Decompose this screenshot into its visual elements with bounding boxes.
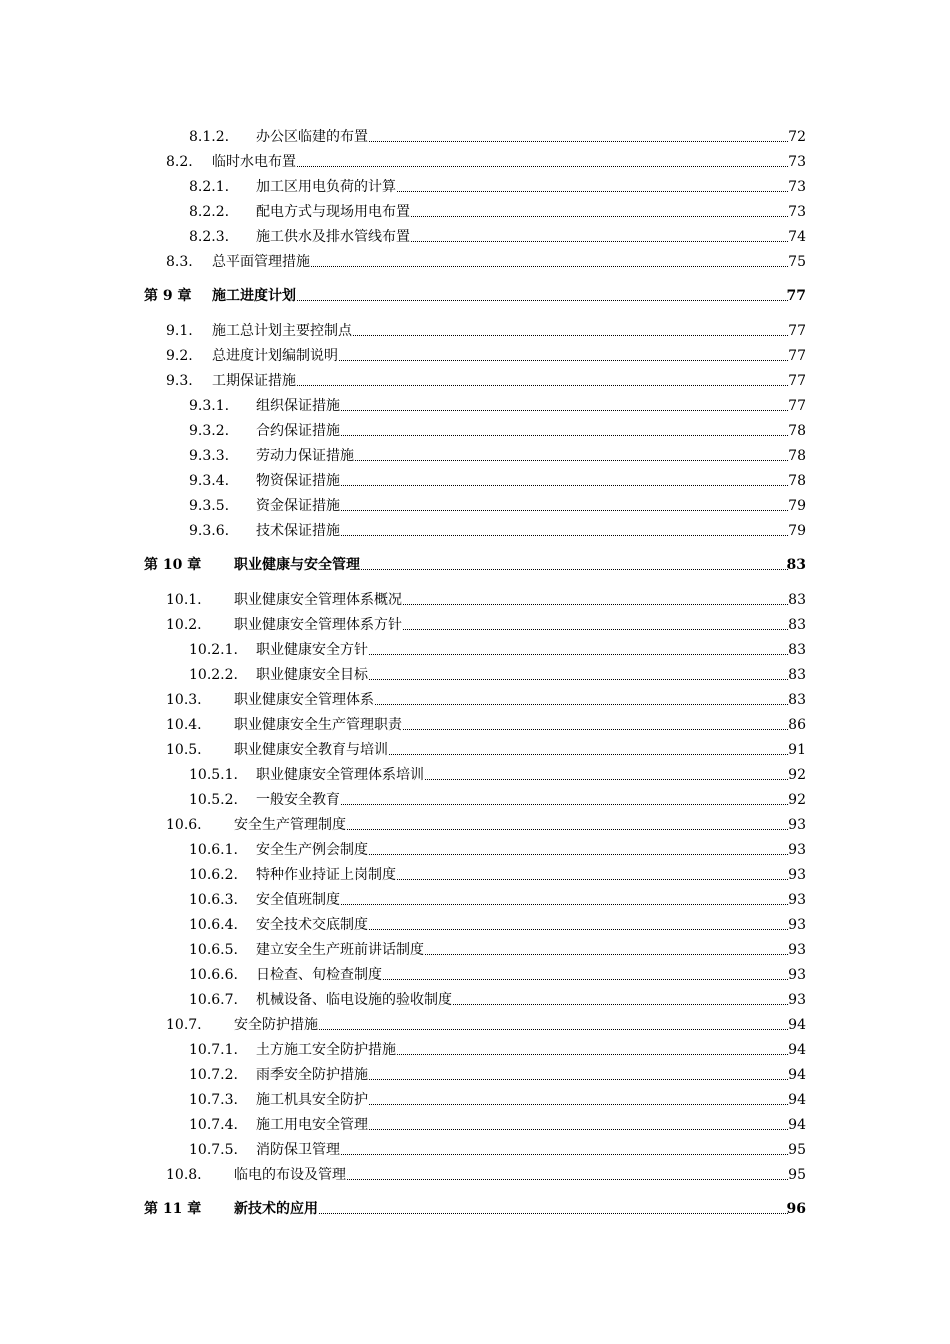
toc-entry-page: 78	[788, 473, 806, 489]
toc-entry[interactable]	[0, 394, 950, 418]
toc-entry-page: 83	[786, 557, 806, 573]
toc-dot-leader	[311, 266, 788, 267]
toc-entry-title: 新技术的应用	[234, 1201, 318, 1217]
toc-entry[interactable]	[0, 344, 950, 368]
toc-entry-title: 施工进度计划	[212, 288, 296, 304]
toc-dot-leader	[361, 569, 788, 570]
toc-entry-number: 9.3.	[166, 373, 193, 389]
toc-entry-title: 办公区临建的布置	[256, 129, 368, 145]
toc-entry-title: 安全技术交底制度	[256, 917, 368, 933]
toc-entry-page: 77	[788, 398, 806, 414]
toc-entry-title: 安全生产例会制度	[256, 842, 368, 858]
toc-entry[interactable]	[0, 225, 950, 249]
toc-entry-page: 83	[788, 642, 806, 658]
toc-entry-title: 特种作业持证上岗制度	[256, 867, 396, 883]
toc-dot-leader	[369, 1079, 788, 1080]
toc-entry-page: 79	[788, 498, 806, 514]
toc-entry[interactable]	[0, 663, 950, 687]
toc-dot-leader	[339, 360, 788, 361]
toc-entry-number: 9.3.6.	[189, 523, 230, 539]
toc-entry[interactable]	[0, 469, 950, 493]
toc-dot-leader	[369, 854, 788, 855]
toc-entry-title: 职业健康安全教育与培训	[234, 742, 388, 758]
toc-entry[interactable]	[0, 713, 950, 737]
toc-entry-number: 8.3.	[166, 254, 193, 270]
toc-entry-page: 93	[788, 892, 806, 908]
toc-entry-title: 工期保证措施	[212, 373, 296, 389]
toc-entry-number: 10.7.4.	[189, 1117, 238, 1133]
toc-entry-title: 雨季安全防护措施	[256, 1067, 368, 1083]
toc-dot-leader	[397, 191, 788, 192]
toc-entry-number: 10.2.	[166, 617, 202, 633]
toc-entry-title: 总进度计划编制说明	[212, 348, 338, 364]
toc-entry-title: 配电方式与现场用电布置	[256, 204, 410, 220]
toc-entry-title: 总平面管理措施	[212, 254, 310, 270]
toc-entry-page: 74	[788, 229, 806, 245]
toc-entry-title: 一般安全教育	[256, 792, 340, 808]
toc-entry-page: 77	[786, 288, 806, 304]
toc-entry[interactable]	[0, 638, 950, 662]
toc-entry-page: 75	[788, 254, 806, 270]
toc-entry-number: 9.3.5.	[189, 498, 230, 514]
toc-entry-title: 安全值班制度	[256, 892, 340, 908]
toc-entry[interactable]	[0, 888, 950, 912]
toc-entry-page: 83	[788, 667, 806, 683]
toc-entry[interactable]	[0, 688, 950, 712]
toc-entry-number: 10.8.	[166, 1167, 202, 1183]
toc-entry-title: 日检查、旬检查制度	[256, 967, 382, 983]
toc-dot-leader	[369, 654, 788, 655]
toc-entry[interactable]	[0, 788, 950, 812]
toc-entry-page: 73	[788, 204, 806, 220]
toc-entry-page: 92	[788, 767, 806, 783]
toc-dot-leader	[341, 1154, 788, 1155]
toc-dot-leader	[319, 1029, 788, 1030]
toc-dot-leader	[341, 510, 788, 511]
toc-entry-page: 95	[788, 1167, 806, 1183]
toc-chapter-entry[interactable]	[0, 284, 950, 308]
toc-entry[interactable]	[0, 200, 950, 224]
toc-dot-leader	[397, 879, 788, 880]
toc-entry-title: 合约保证措施	[256, 423, 340, 439]
toc-entry[interactable]	[0, 588, 950, 612]
toc-dot-leader	[347, 829, 788, 830]
toc-entry[interactable]	[0, 319, 950, 343]
toc-entry-title: 职业健康安全方针	[256, 642, 368, 658]
toc-entry-number: 8.2.1.	[189, 179, 230, 195]
toc-dot-leader	[369, 1104, 788, 1105]
toc-dot-leader	[403, 604, 788, 605]
toc-dot-leader	[353, 335, 788, 336]
toc-entry-title: 施工供水及排水管线布置	[256, 229, 410, 245]
toc-entry-page: 77	[788, 323, 806, 339]
toc-entry-page: 93	[788, 867, 806, 883]
toc-entry-number: 10.2.2.	[189, 667, 238, 683]
toc-entry-number: 10.7.1.	[189, 1042, 238, 1058]
toc-entry[interactable]	[0, 988, 950, 1012]
toc-entry[interactable]	[0, 369, 950, 393]
toc-entry-page: 77	[788, 373, 806, 389]
toc-entry-number: 第 10 章	[144, 557, 202, 573]
toc-dot-leader	[453, 1004, 788, 1005]
toc-entry-page: 94	[788, 1017, 806, 1033]
toc-entry-number: 10.6.6.	[189, 967, 238, 983]
toc-entry-number: 10.7.2.	[189, 1067, 238, 1083]
toc-entry-number: 10.4.	[166, 717, 202, 733]
toc-entry[interactable]	[0, 1138, 950, 1162]
toc-entry-number: 10.7.	[166, 1017, 202, 1033]
toc-entry-page: 77	[788, 348, 806, 364]
toc-entry-number: 10.6.2.	[189, 867, 238, 883]
toc-entry-number: 10.6.7.	[189, 992, 238, 1008]
toc-dot-leader	[397, 1054, 788, 1055]
toc-dot-leader	[389, 754, 788, 755]
toc-dot-leader	[369, 679, 788, 680]
toc-dot-leader	[375, 704, 788, 705]
toc-entry-title: 劳动力保证措施	[256, 448, 354, 464]
toc-entry-title: 资金保证措施	[256, 498, 340, 514]
toc-entry-number: 10.6.	[166, 817, 202, 833]
toc-entry[interactable]	[0, 913, 950, 937]
toc-entry-title: 安全生产管理制度	[234, 817, 346, 833]
toc-entry-title: 临电的布设及管理	[234, 1167, 346, 1183]
toc-entry-number: 10.5.2.	[189, 792, 238, 808]
toc-entry-number: 9.3.4.	[189, 473, 230, 489]
toc-entry-number: 10.1.	[166, 592, 202, 608]
toc-entry-page: 93	[788, 967, 806, 983]
toc-entry-number: 10.7.3.	[189, 1092, 238, 1108]
toc-entry-title: 土方施工安全防护措施	[256, 1042, 396, 1058]
toc-entry-title: 职业健康安全管理体系方针	[234, 617, 402, 633]
toc-entry[interactable]	[0, 963, 950, 987]
toc-entry[interactable]	[0, 150, 950, 174]
toc-entry-number: 10.3.	[166, 692, 202, 708]
toc-entry-number: 8.1.2.	[189, 129, 230, 145]
toc-dot-leader	[341, 804, 788, 805]
toc-entry-title: 组织保证措施	[256, 398, 340, 414]
toc-entry-title: 职业健康安全管理体系概况	[234, 592, 402, 608]
toc-dot-leader	[425, 779, 788, 780]
toc-entry-page: 86	[788, 717, 806, 733]
toc-entry-title: 消防保卫管理	[256, 1142, 340, 1158]
toc-entry-number: 8.2.3.	[189, 229, 230, 245]
toc-entry-number: 10.5.	[166, 742, 202, 758]
toc-dot-leader	[297, 166, 788, 167]
toc-dot-leader	[369, 929, 788, 930]
toc-entry-number: 10.6.4.	[189, 917, 238, 933]
toc-entry-number: 10.6.3.	[189, 892, 238, 908]
toc-dot-leader	[411, 216, 788, 217]
toc-entry[interactable]	[0, 494, 950, 518]
toc-entry-number: 9.2.	[166, 348, 193, 364]
toc-dot-leader	[383, 979, 788, 980]
toc-dot-leader	[403, 629, 788, 630]
toc-dot-leader	[355, 460, 788, 461]
toc-entry-title: 物资保证措施	[256, 473, 340, 489]
toc-entry[interactable]	[0, 125, 950, 149]
toc-chapter-entry[interactable]	[0, 553, 950, 577]
toc-entry-page: 92	[788, 792, 806, 808]
toc-dot-leader	[297, 385, 788, 386]
toc-entry-page: 93	[788, 992, 806, 1008]
toc-entry[interactable]	[0, 250, 950, 274]
toc-entry-title: 加工区用电负荷的计算	[256, 179, 396, 195]
toc-entry-page: 73	[788, 154, 806, 170]
toc-entry[interactable]	[0, 738, 950, 762]
toc-entry-page: 94	[788, 1042, 806, 1058]
toc-entry[interactable]	[0, 1038, 950, 1062]
toc-entry-page: 93	[788, 817, 806, 833]
toc-entry-page: 83	[788, 592, 806, 608]
toc-entry-page: 83	[788, 617, 806, 633]
toc-entry-title: 职业健康安全管理体系	[234, 692, 374, 708]
toc-dot-leader	[425, 954, 788, 955]
toc-dot-leader	[411, 241, 788, 242]
toc-entry[interactable]	[0, 1088, 950, 1112]
toc-dot-leader	[403, 729, 788, 730]
toc-entry-number: 10.6.1.	[189, 842, 238, 858]
toc-entry-number: 9.3.2.	[189, 423, 230, 439]
toc-entry-page: 94	[788, 1117, 806, 1133]
toc-entry[interactable]	[0, 519, 950, 543]
toc-entry-page: 78	[788, 423, 806, 439]
toc-entry-page: 72	[788, 129, 806, 145]
toc-entry[interactable]	[0, 763, 950, 787]
toc-entry-page: 83	[788, 692, 806, 708]
toc-entry[interactable]	[0, 938, 950, 962]
toc-entry[interactable]	[0, 1013, 950, 1037]
toc-entry[interactable]	[0, 613, 950, 637]
toc-dot-leader	[341, 904, 788, 905]
toc-entry[interactable]	[0, 838, 950, 862]
toc-entry[interactable]	[0, 813, 950, 837]
toc-entry-title: 施工用电安全管理	[256, 1117, 368, 1133]
toc-entry-title: 职业健康安全生产管理职责	[234, 717, 402, 733]
toc-entry[interactable]	[0, 419, 950, 443]
toc-dot-leader	[347, 1179, 788, 1180]
toc-entry-number: 8.2.	[166, 154, 193, 170]
toc-entry-title: 职业健康与安全管理	[234, 557, 360, 573]
toc-entry[interactable]	[0, 1063, 950, 1087]
toc-entry-page: 78	[788, 448, 806, 464]
toc-entry-number: 10.2.1.	[189, 642, 238, 658]
toc-entry-page: 91	[788, 742, 806, 758]
toc-entry-title: 机械设备、临电设施的验收制度	[256, 992, 452, 1008]
toc-entry-number: 10.7.5.	[189, 1142, 238, 1158]
toc-entry[interactable]	[0, 863, 950, 887]
toc-entry-page: 93	[788, 917, 806, 933]
toc-entry-title: 安全防护措施	[234, 1017, 318, 1033]
toc-entry-page: 94	[788, 1092, 806, 1108]
toc-entry-title: 临时水电布置	[212, 154, 296, 170]
toc-entry-number: 9.3.3.	[189, 448, 230, 464]
toc-entry[interactable]	[0, 444, 950, 468]
toc-dot-leader	[369, 1129, 788, 1130]
toc-chapter-entry[interactable]	[0, 1197, 950, 1221]
toc-entry[interactable]	[0, 1163, 950, 1187]
toc-dot-leader	[369, 141, 788, 142]
toc-entry-title: 施工总计划主要控制点	[212, 323, 352, 339]
toc-entry-title: 职业健康安全目标	[256, 667, 368, 683]
toc-entry-number: 10.5.1.	[189, 767, 238, 783]
toc-entry-title: 职业健康安全管理体系培训	[256, 767, 424, 783]
toc-entry-page: 93	[788, 942, 806, 958]
toc-entry[interactable]	[0, 175, 950, 199]
toc-entry-page: 95	[788, 1142, 806, 1158]
toc-entry-number: 10.6.5.	[189, 942, 238, 958]
toc-entry-number: 第 9 章	[144, 288, 192, 304]
toc-entry[interactable]	[0, 1113, 950, 1137]
toc-dot-leader	[297, 300, 788, 301]
toc-entry-number: 9.3.1.	[189, 398, 230, 414]
toc-dot-leader	[341, 485, 788, 486]
toc-dot-leader	[319, 1213, 788, 1214]
toc-entry-title: 施工机具安全防护	[256, 1092, 368, 1108]
toc-entry-number: 9.1.	[166, 323, 193, 339]
toc-dot-leader	[341, 435, 788, 436]
toc-entry-page: 96	[786, 1201, 806, 1217]
toc-entry-page: 94	[788, 1067, 806, 1083]
toc-entry-page: 93	[788, 842, 806, 858]
toc-entry-page: 79	[788, 523, 806, 539]
toc-entry-number: 第 11 章	[144, 1201, 202, 1217]
toc-entry-page: 73	[788, 179, 806, 195]
toc-dot-leader	[341, 410, 788, 411]
toc-dot-leader	[341, 535, 788, 536]
toc-entry-number: 8.2.2.	[189, 204, 230, 220]
toc-entry-title: 技术保证措施	[256, 523, 340, 539]
toc-entry-title: 建立安全生产班前讲话制度	[256, 942, 424, 958]
